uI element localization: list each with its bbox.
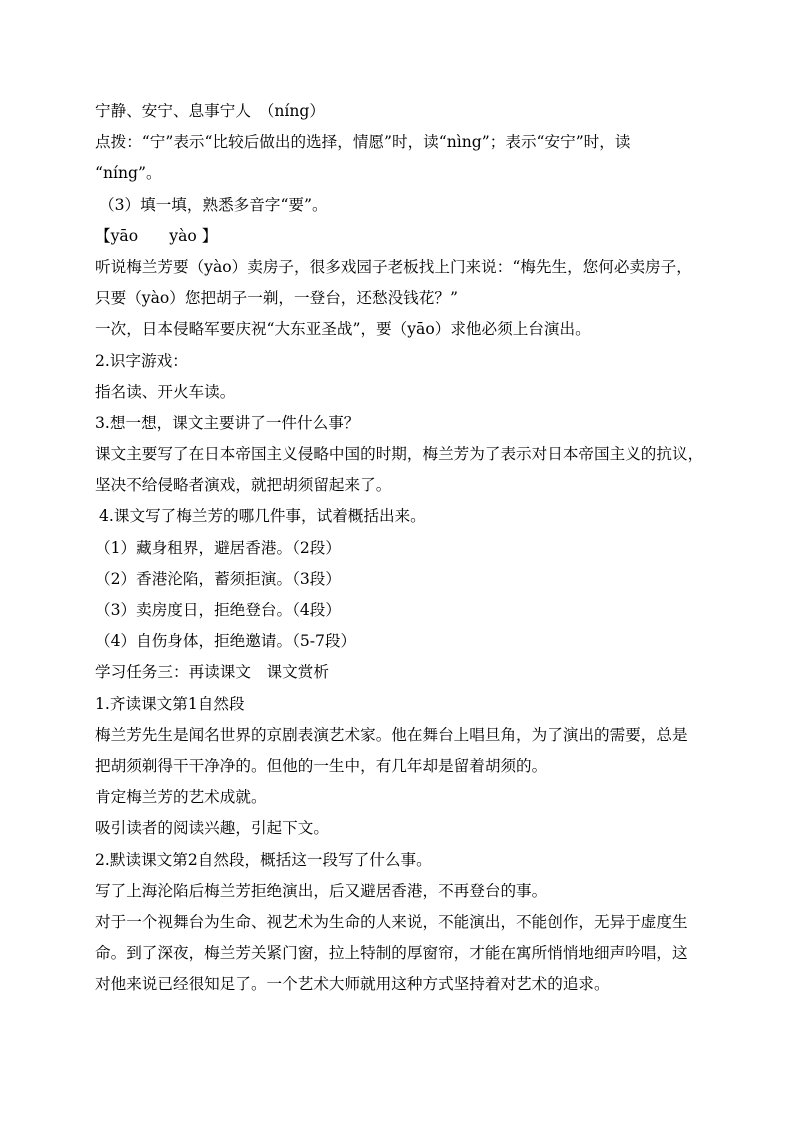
text-line-task-3-heading: 学习任务三：再读课文 课文赏析 [95,663,329,682]
text-line-heading-4: 4.课文写了梅兰芳的哪几件事，试着概括出来。 [99,507,426,526]
text-line-heading-3: 3.想一想，课文主要讲了一件什么事？ [95,413,360,432]
text-line-analysis-continued-1: 命。到了深夜，梅兰芳关紧门窗，拉上特制的厚窗帘，才能在寓所悄悄地细声吟唱，这 [95,944,688,963]
text-line-paragraph-1: 梅兰芳先生是闻名世界的京剧表演艺术家。他在舞台上唱旦角，为了演出的需要，总是 [95,725,688,744]
list-item-4: （4）自伤身体，拒绝邀请。（5-7段） [95,632,357,651]
text-line-note-2: 吸引读者的阅读兴趣，引起下文。 [95,819,329,838]
text-line-reading-1: 1.齐读课文第1自然段 [95,694,245,713]
text-line-polyphone-ning: 宁静、安宁、息事宁人 （níng） [95,102,325,120]
list-item-1: （1）藏身租界，避居香港。（2段） [95,538,341,557]
text-line-summary-continued: 坚决不给侵略者演戏，就把胡须留起来了。 [95,476,392,495]
text-line-summary: 课文主要写了在日本帝国主义侵略中国的时期，梅兰芳为了表示对日本帝国主义的抗议， [95,445,704,464]
document-body [95,96,710,1000]
text-line-analysis: 对于一个视舞台为生命、视艺术为生命的人来说，不能演出，不能创作，无异于虚度生 [95,912,688,931]
list-item-2: （2）香港沦陷，蓄须拒演。（3段） [95,569,341,588]
text-line-tip-continued: “níng”。 [95,164,162,183]
text-line-note-1: 肯定梅兰芳的艺术成就。 [95,788,267,807]
list-item-3: （3）卖房度日，拒绝登台。（4段） [95,601,341,619]
text-line-reading-method: 指名读、开火车读。 [95,382,236,401]
text-line-exercise-3: （3）填一填，熟悉多音字“要”。 [99,195,328,214]
text-line-pinyin-options: 【yāo yào 】 [95,226,218,245]
text-line-reading-2: 2.默读课文第2自然段，概括这一段写了什么事。 [95,850,432,869]
text-line-example-1: 听说梅兰芳要（yào）卖房子，很多戏园子老板找上门来说：“梅先生，您何必卖房子， [95,257,692,276]
text-line-paragraph-2-summary: 写了上海沦陷后梅兰芳拒绝演出，后又避居香港，不再登台的事。 [95,881,548,900]
text-line-tip: 点拨：“宁”表示“比较后做出的选择，情愿”时，读“nìng”；表示“安宁”时，读 [95,133,631,152]
text-line-heading-2: 2.识字游戏： [95,351,188,370]
text-line-paragraph-1-continued: 把胡须剃得干干净净的。但他的一生中，有几年却是留着胡须的。 [95,756,548,775]
text-line-analysis-continued-2: 对他来说已经很知足了。一个艺术大师就用这种方式坚持着对艺术的追求。 [95,975,610,994]
text-line-example-1-continued: 只要（yào）您把胡子一剃，一登台，还愁没钱花？” [95,289,458,308]
text-line-example-2: 一次，日本侵略军要庆祝“大东亚圣战”，要（yāo）求他必须上台演出。 [95,320,591,339]
